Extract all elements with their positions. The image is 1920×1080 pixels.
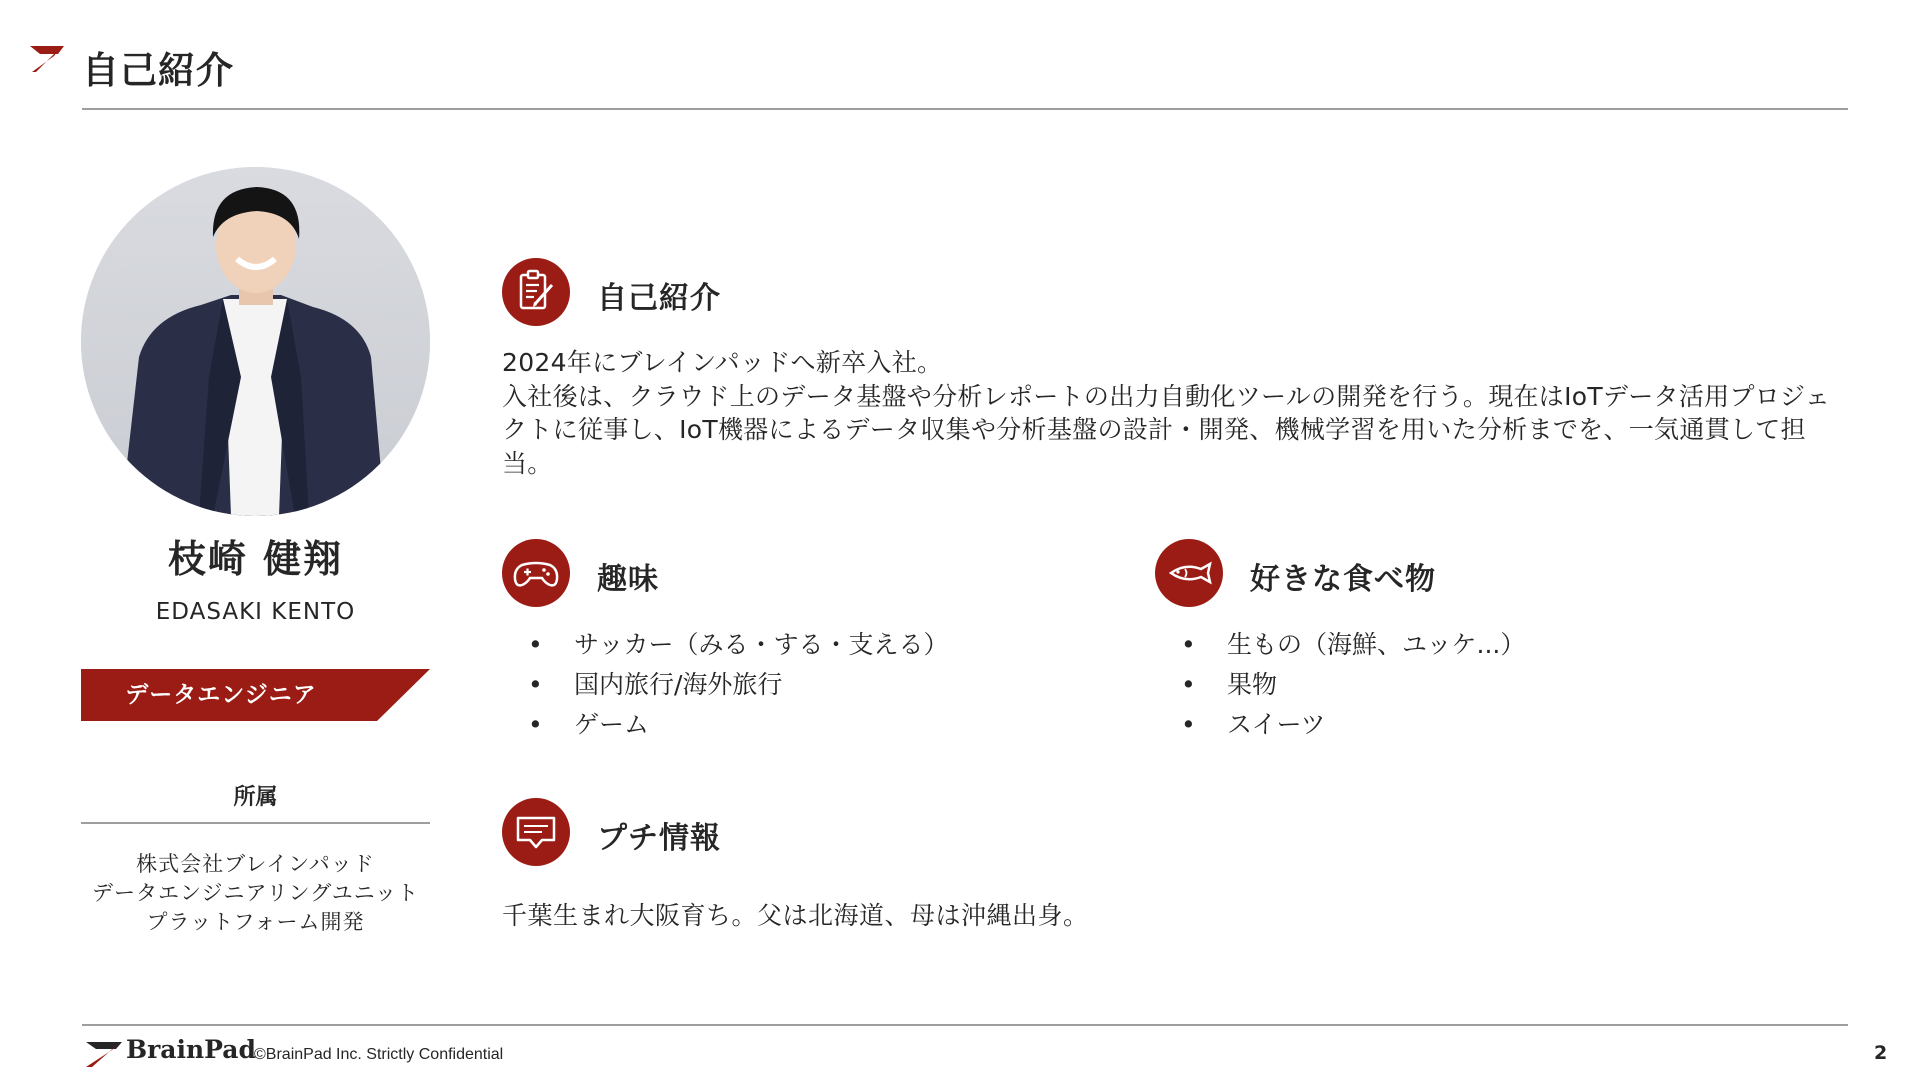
person-name-roman: EDASAKI KENTO bbox=[155, 599, 356, 625]
section-title-foods: 好きな食べ物 bbox=[1250, 562, 1436, 597]
list-item: • 果物 bbox=[1155, 665, 1525, 705]
fish-icon bbox=[1155, 539, 1223, 607]
role-label: データエンジニア bbox=[125, 682, 317, 708]
footer-brand: BrainPad bbox=[126, 1035, 256, 1064]
section-title-intro: 自己紹介 bbox=[597, 281, 721, 316]
affiliation-divider bbox=[81, 822, 430, 824]
brand-mark-icon bbox=[28, 44, 68, 74]
list-item: • スイーツ bbox=[1155, 705, 1525, 745]
intro-line: 入社後は、クラウド上のデータ基盤や分析レポートの出力自動化ツールの開発を行う。現在はIoTデータ活用プロジェクトに従事し、IoT機器によるデータ収集や分析基盤の設計・開発、機械学習を用いた分析までを、一気通貫して担当。 bbox=[502, 381, 1831, 478]
affiliation-line: 株式会社ブレインパッド bbox=[136, 852, 375, 876]
affiliation-line: プラットフォーム開発 bbox=[146, 910, 365, 934]
brand-mark-icon bbox=[82, 1039, 124, 1069]
profile-photo bbox=[81, 167, 430, 516]
page-number: 2 bbox=[1874, 1042, 1888, 1064]
page-title: 自己紹介 bbox=[82, 49, 234, 92]
affiliation-line: データエンジニアリングユニット bbox=[92, 881, 419, 905]
list-item: • ゲーム bbox=[502, 705, 949, 745]
section-title-hobbies: 趣味 bbox=[597, 562, 659, 597]
clipboard-pen-icon bbox=[502, 258, 570, 326]
footer-divider bbox=[82, 1024, 1848, 1026]
list-item: • 国内旅行/海外旅行 bbox=[502, 665, 949, 705]
intro-text bbox=[502, 346, 1842, 480]
foods-list bbox=[1155, 625, 1525, 745]
hobbies-list bbox=[502, 625, 949, 745]
affiliation-title: 所属 bbox=[233, 785, 278, 810]
footer-copyright: ©BrainPad Inc. Strictly Confidential bbox=[254, 1046, 504, 1063]
footer-logo bbox=[82, 1035, 256, 1069]
list-item: • サッカー（みる・する・支える） bbox=[502, 625, 949, 665]
person-name: 枝崎 健翔 bbox=[167, 537, 344, 581]
intro-line: 2024年にブレインパッドへ新卒入社。 bbox=[502, 348, 943, 377]
person-portrait-icon bbox=[81, 167, 430, 516]
header-divider bbox=[82, 108, 1848, 110]
game-controller-icon bbox=[502, 539, 570, 607]
section-title-trivia: プチ情報 bbox=[597, 821, 721, 856]
list-item: • 生もの（海鮮、ユッケ...） bbox=[1155, 625, 1525, 665]
role-badge bbox=[81, 669, 430, 721]
affiliation-lines bbox=[81, 850, 430, 937]
trivia-text: 千葉生まれ大阪育ち。父は北海道、母は沖縄出身。 bbox=[502, 901, 1089, 930]
speech-bubble-icon bbox=[502, 798, 570, 866]
